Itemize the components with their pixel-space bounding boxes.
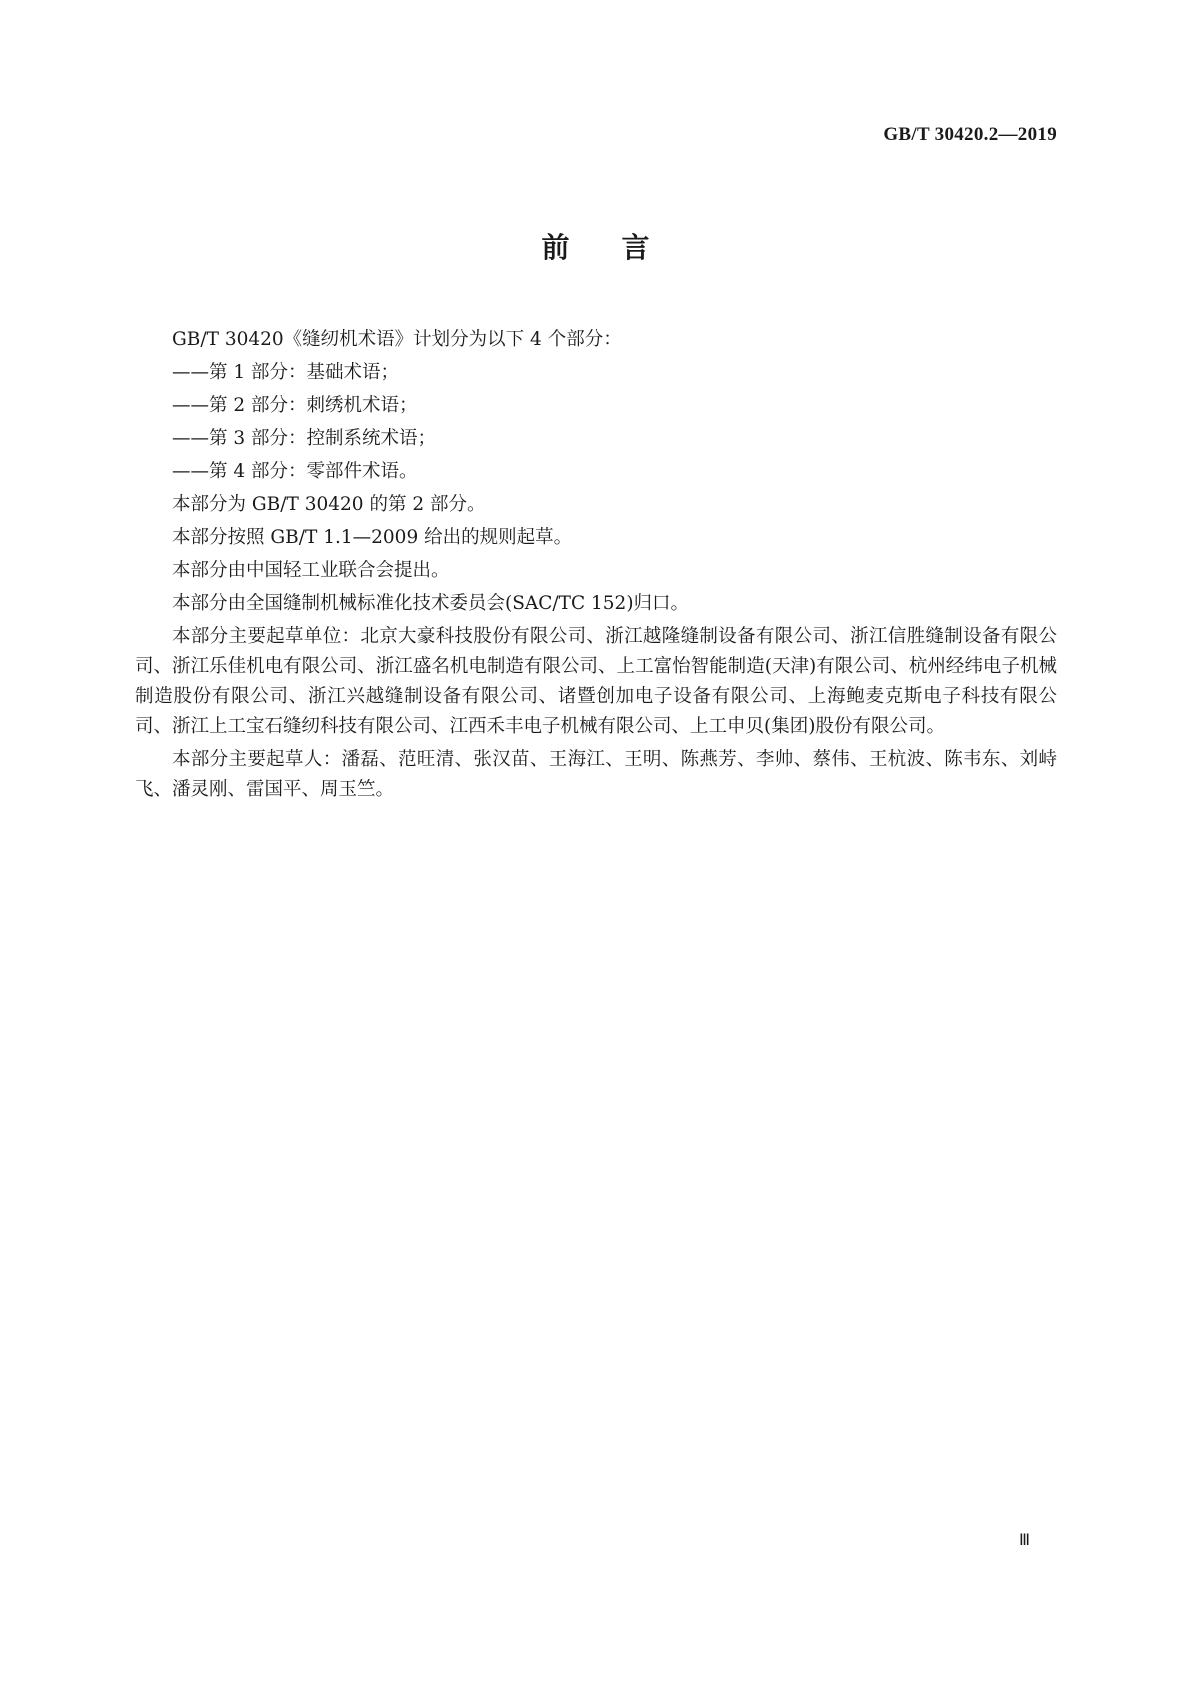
part-list-item: ——第 2 部分：刺绣机术语； bbox=[172, 395, 418, 416]
drafting-units-paragraph: 本部分主要起草单位：北京大豪科技股份有限公司、浙江越隆缝制设备有限公司、浙江信胜缝制设备有限公司、浙江乐佳机电有限公司、浙江盛名机电制造有限公司、上工富怡智能制造(天津)有限公司、杭州经纬电子机械制造股份有限公司、浙江兴越缝制设备有限公司、诸暨创加电子设备有限公司、上海鲍麦克斯电子科技有限公司、浙江上工宝石缝纫科技有限公司、江西禾丰电子机械有限公司、上工申贝(集团)股份有限公司。 bbox=[135, 626, 1057, 737]
drafters-paragraph: 本部分主要起草人：潘磊、范旺清、张汉苗、王海江、王明、陈燕芳、李帅、蔡伟、王杭波、陈韦东、刘峙飞、潘灵刚、雷国平、周玉竺。 bbox=[135, 749, 1057, 800]
proposed-by-paragraph: 本部分由中国轻工业联合会提出。 bbox=[172, 560, 450, 581]
centralized-by-paragraph: 本部分由全国缝制机械标准化技术委员会(SAC/TC 152)归口。 bbox=[172, 593, 690, 614]
part-list-item: ——第 4 部分：零部件术语。 bbox=[172, 461, 418, 482]
standard-number: GB/T 30420.2—2019 bbox=[883, 124, 1057, 145]
part-statement-paragraph: 本部分为 GB/T 30420 的第 2 部分。 bbox=[172, 494, 486, 515]
part-list-item: ——第 3 部分：控制系统术语； bbox=[172, 428, 437, 449]
page-title: 前言 bbox=[541, 231, 702, 264]
page-number: Ⅲ bbox=[1018, 1532, 1029, 1549]
part-list-item: ——第 1 部分：基础术语； bbox=[172, 362, 400, 383]
drafting-rules-paragraph: 本部分按照 GB/T 1.1—2009 给出的规则起草。 bbox=[172, 527, 573, 548]
foreword-body bbox=[135, 325, 1057, 808]
intro-paragraph: GB/T 30420《缝纫机术语》计划分为以下 4 个部分： bbox=[172, 329, 622, 350]
